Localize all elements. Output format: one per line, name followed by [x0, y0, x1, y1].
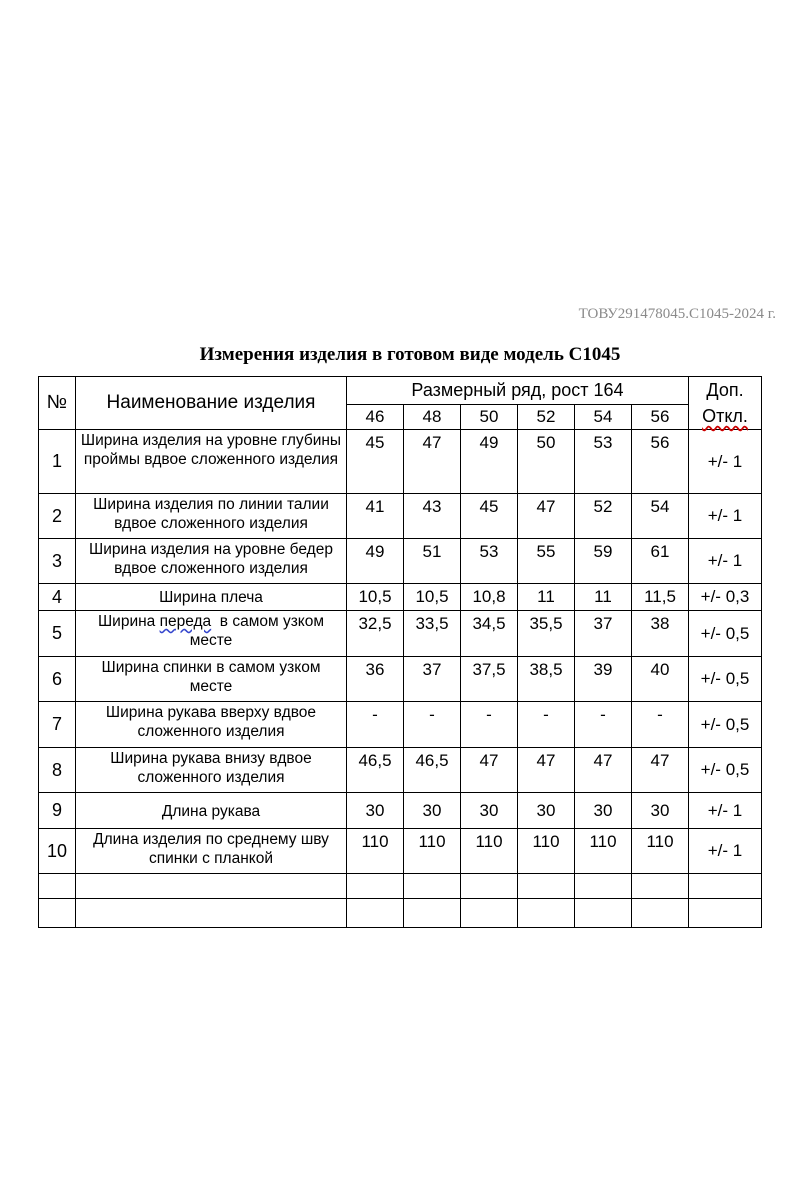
row-value: 45 [461, 494, 518, 539]
row-item-name: Ширина спинки в самом узком месте [76, 657, 347, 702]
row-value: 49 [347, 539, 404, 584]
row-value: 10,5 [347, 584, 404, 611]
row-value: 40 [632, 657, 689, 702]
row-value: 38,5 [518, 657, 575, 702]
row-item-name-part: переда [159, 613, 212, 630]
row-number: 7 [39, 702, 76, 748]
row-tolerance: +/- 1 [689, 430, 762, 494]
row-value: 11 [575, 584, 632, 611]
row-value: 37,5 [461, 657, 518, 702]
row-number: 5 [39, 611, 76, 657]
row-value: 30 [575, 793, 632, 829]
row-tolerance: +/- 1 [689, 829, 762, 874]
row-value: 54 [632, 494, 689, 539]
row-value: 37 [404, 657, 461, 702]
row-value: 110 [518, 829, 575, 874]
row-value: 52 [575, 494, 632, 539]
row-value: 10,8 [461, 584, 518, 611]
row-value: - [347, 702, 404, 748]
row-value: 33,5 [404, 611, 461, 657]
row-value: 110 [347, 829, 404, 874]
row-item-name: Ширина рукава вверху вдвое сложенного изделия [76, 702, 347, 748]
row-value: 43 [404, 494, 461, 539]
row-value: 47 [518, 494, 575, 539]
row-value: 110 [404, 829, 461, 874]
size-header: 48 [404, 405, 461, 430]
row-value: 11 [518, 584, 575, 611]
row-value: - [461, 702, 518, 748]
page-title: Измерения изделия в готовом виде модель С1045 [199, 344, 621, 365]
row-item-name: Ширина изделия по линии талии вдвое сложенного изделия [76, 494, 347, 539]
row-value: 47 [461, 748, 518, 793]
row-number: 1 [39, 430, 76, 494]
row-value: 55 [518, 539, 575, 584]
row-value: 56 [632, 430, 689, 494]
row-number: 9 [39, 793, 76, 829]
row-item-name: Ширина изделия на уровне бедер вдвое сложенного изделия [76, 539, 347, 584]
row-value: 50 [518, 430, 575, 494]
measurement-table [38, 376, 762, 928]
row-value: 37 [575, 611, 632, 657]
header-tolerance-line2: Откл. [702, 406, 748, 426]
document-id: ТОВУ291478045.С1045-2024 г. [578, 306, 776, 322]
table-row [39, 611, 762, 657]
size-header: 56 [632, 405, 689, 430]
row-value: 61 [632, 539, 689, 584]
header-item-name: Наименование изделия [76, 377, 347, 430]
row-value: 46,5 [347, 748, 404, 793]
row-item-name: Ширина плеча [76, 584, 347, 611]
table-row [39, 430, 762, 494]
row-value: 110 [461, 829, 518, 874]
header-size-range: Размерный ряд, рост 164 [347, 377, 689, 405]
row-value: 47 [632, 748, 689, 793]
size-header: 52 [518, 405, 575, 430]
row-item-name: Ширина изделия на уровне глубины проймы вдвое сложенного изделия [76, 430, 347, 494]
size-header: 46 [347, 405, 404, 430]
row-value: 30 [632, 793, 689, 829]
row-value: 45 [347, 430, 404, 494]
row-item-name: Длина рукава [76, 793, 347, 829]
row-value: 41 [347, 494, 404, 539]
row-tolerance: +/- 1 [689, 793, 762, 829]
row-item-name-part: в самом узком месте [189, 613, 329, 649]
row-value: 51 [404, 539, 461, 584]
row-value: 47 [404, 430, 461, 494]
row-value: 53 [575, 430, 632, 494]
row-value: 11,5 [632, 584, 689, 611]
row-tolerance: +/- 0,3 [689, 584, 762, 611]
row-value: 36 [347, 657, 404, 702]
row-value: 47 [518, 748, 575, 793]
row-value: 59 [575, 539, 632, 584]
row-value: 53 [461, 539, 518, 584]
row-value: 30 [461, 793, 518, 829]
row-number: 2 [39, 494, 76, 539]
row-item-name: Ширина рукава внизу вдвое сложенного изделия [76, 748, 347, 793]
row-value: 46,5 [404, 748, 461, 793]
row-number: 10 [39, 829, 76, 874]
table-header-row [39, 377, 762, 405]
table-row [39, 657, 762, 702]
row-number: 8 [39, 748, 76, 793]
table-row [39, 702, 762, 748]
row-value: 30 [404, 793, 461, 829]
table-row [39, 829, 762, 874]
row-value: 39 [575, 657, 632, 702]
row-tolerance: +/- 0,5 [689, 748, 762, 793]
row-value: 110 [575, 829, 632, 874]
header-tolerance [689, 377, 762, 430]
table-row [39, 584, 762, 611]
header-number: № [39, 377, 76, 430]
table-row [39, 539, 762, 584]
row-value: 30 [347, 793, 404, 829]
empty-row [39, 899, 762, 928]
table-row [39, 494, 762, 539]
header-tolerance-line1: Доп. [706, 380, 744, 400]
row-value: 10,5 [404, 584, 461, 611]
row-value: 30 [518, 793, 575, 829]
table-row [39, 793, 762, 829]
row-value: - [404, 702, 461, 748]
row-value: 47 [575, 748, 632, 793]
row-tolerance: +/- 0,5 [689, 611, 762, 657]
row-item-name: Длина изделия по среднему шву спинки с планкой [76, 829, 347, 874]
row-tolerance: +/- 0,5 [689, 657, 762, 702]
row-value: 110 [632, 829, 689, 874]
size-header: 54 [575, 405, 632, 430]
size-header: 50 [461, 405, 518, 430]
row-value: 34,5 [461, 611, 518, 657]
row-number: 3 [39, 539, 76, 584]
row-item-name [76, 611, 347, 657]
row-tolerance: +/- 1 [689, 494, 762, 539]
table-row [39, 748, 762, 793]
row-value: 32,5 [347, 611, 404, 657]
row-tolerance: +/- 1 [689, 539, 762, 584]
row-value: 38 [632, 611, 689, 657]
row-value: - [632, 702, 689, 748]
row-value: - [575, 702, 632, 748]
row-number: 6 [39, 657, 76, 702]
empty-row [39, 874, 762, 899]
row-value: 35,5 [518, 611, 575, 657]
row-number: 4 [39, 584, 76, 611]
row-value: - [518, 702, 575, 748]
row-item-name-part: Ширина [97, 613, 160, 630]
row-value: 49 [461, 430, 518, 494]
row-tolerance: +/- 0,5 [689, 702, 762, 748]
